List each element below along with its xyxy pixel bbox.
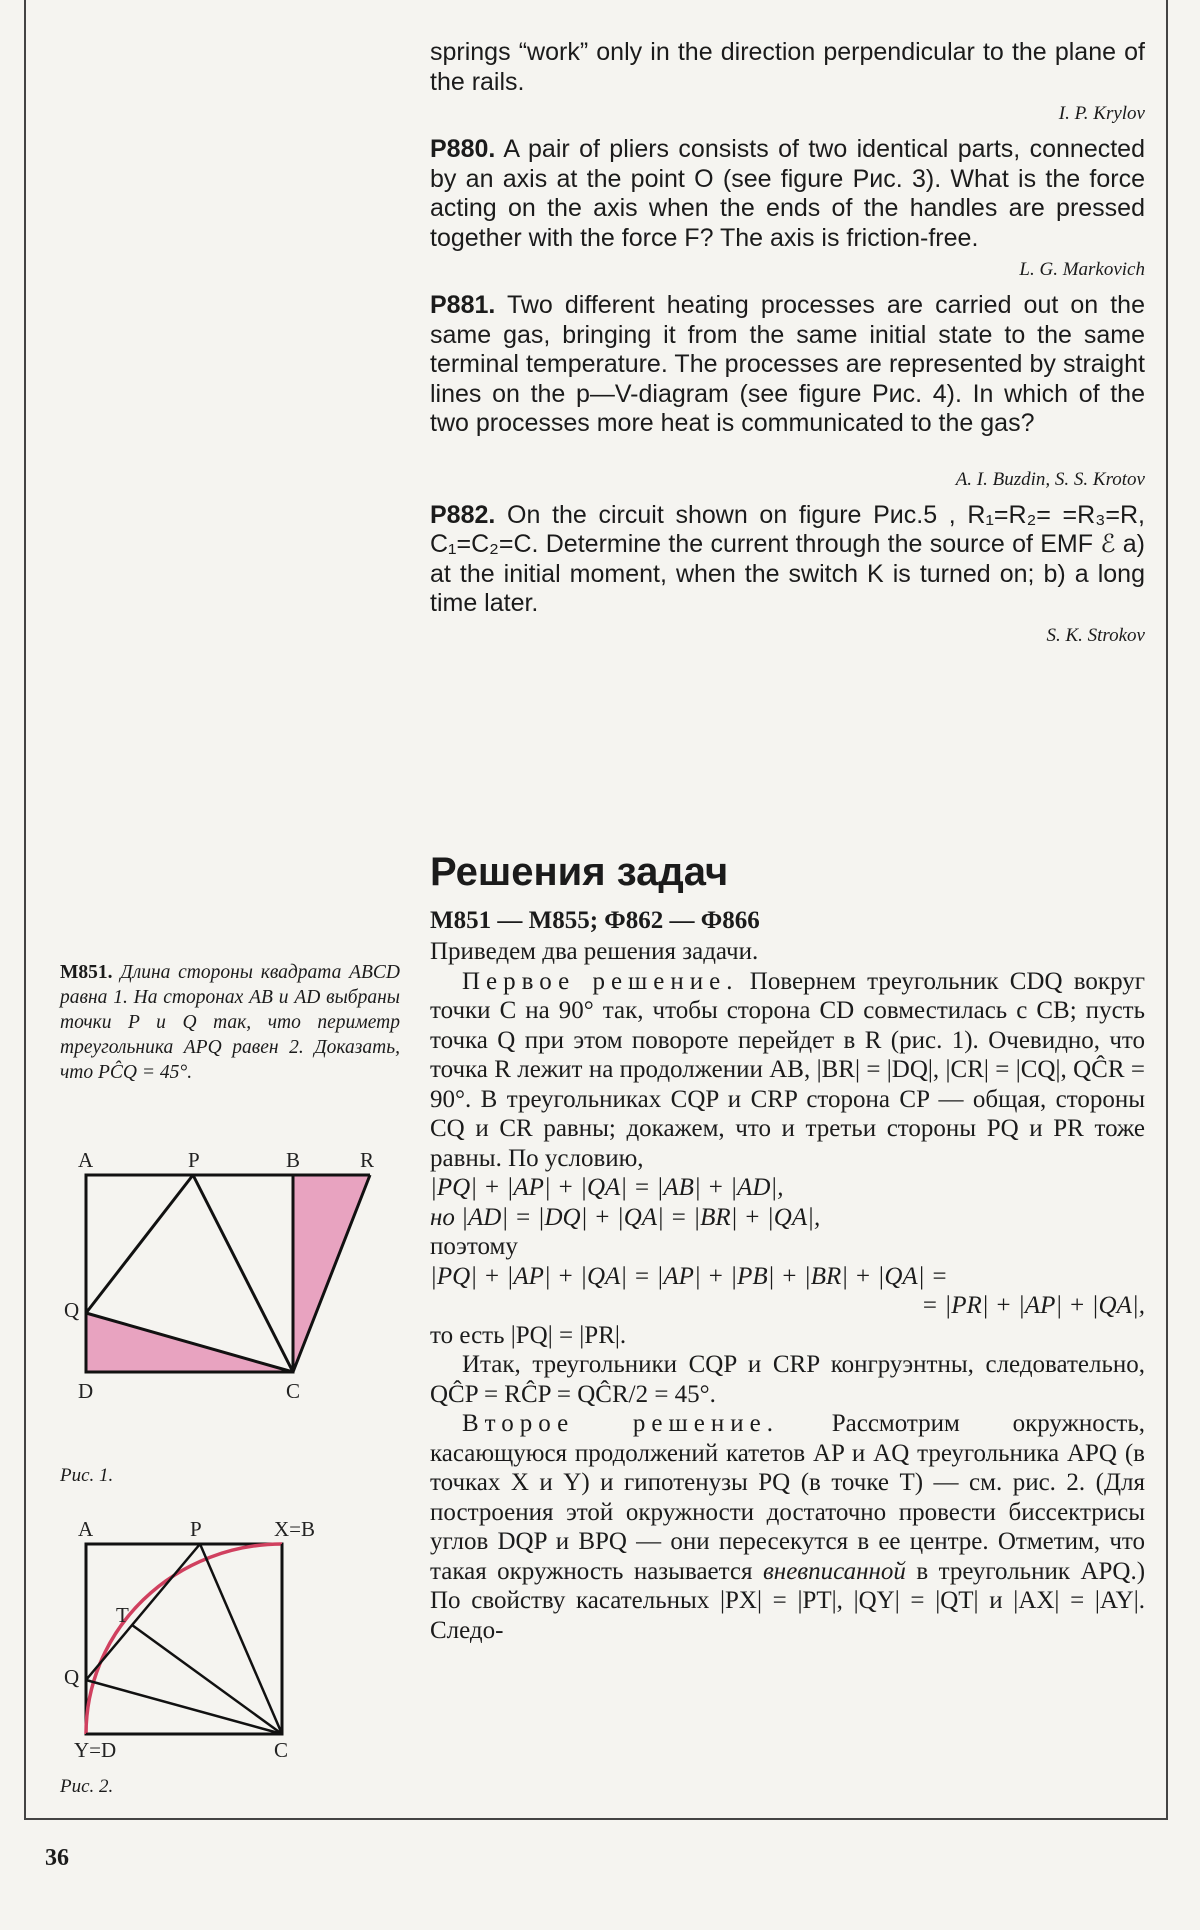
- label-d: D: [78, 1379, 94, 1403]
- label-b: B: [286, 1148, 301, 1172]
- english-section: [430, 38, 1145, 657]
- label-c: C: [274, 1738, 289, 1762]
- figure-1: [60, 1145, 390, 1415]
- author-strokov: S. K. Strokov: [1046, 624, 1145, 646]
- sidebar-problem-text: Длина стороны квадрата ABCD равна 1. На сторонах AB и AD выбраны точки P и Q так, что периметр треугольника APQ равен 2. Доказать, что PĈQ = 45°.: [60, 962, 401, 1083]
- page-number: 36: [45, 1845, 69, 1871]
- problem-p880: [430, 135, 1145, 253]
- formula-1: |PQ| + |AP| + |QA| = |AB| + |AD|,: [430, 1174, 784, 1201]
- solutions-section: [430, 850, 1145, 1645]
- label-y-d: Y=D: [74, 1738, 117, 1762]
- conclusion-text: то есть |PQ| = |PR|.: [430, 1321, 627, 1349]
- label-a: A: [78, 1148, 94, 1172]
- segment-pq: [86, 1175, 193, 1313]
- label-t: T: [116, 1603, 129, 1627]
- figure-2-caption: Рис. 2.: [60, 1776, 114, 1797]
- label-p: P: [190, 1520, 202, 1541]
- solutions-heading: Решения задач: [430, 850, 729, 894]
- label-x-b: X=B: [274, 1520, 316, 1541]
- first-solution-label: Первое решение.: [462, 967, 739, 995]
- label-r: R: [360, 1148, 375, 1172]
- formula-4: = |PR| + |AP| + |QA|,: [921, 1292, 1145, 1319]
- author-markovich: L. G. Markovich: [1019, 259, 1145, 280]
- sidebar-problem: [60, 960, 400, 1085]
- second-solution-text-end: в треугольник APQ.) По свойству касательных |PX| = |PT|, |QY| = |QT| и |AX| = |AY|. Следо-: [430, 1557, 1146, 1644]
- formula-2: но |AD| = |DQ| + |QA| = |BR| + |QA|,: [430, 1203, 821, 1231]
- problem-p881: [430, 291, 1145, 439]
- sidebar-problem-id: М851.: [60, 962, 113, 983]
- label-q: Q: [64, 1665, 80, 1689]
- problem-id: P882.: [430, 500, 496, 529]
- label-c: C: [286, 1379, 301, 1403]
- author-buzdin: A. I. Buzdin, S. S. Krotov: [955, 468, 1145, 490]
- segment-pq: [86, 1544, 200, 1680]
- segment-qc: [86, 1680, 282, 1734]
- first-solution: [430, 967, 1145, 1174]
- square-abcd: [86, 1544, 282, 1734]
- term-excircle: вневписанной: [762, 1557, 906, 1585]
- therefore-text: поэтому: [430, 1233, 518, 1260]
- second-solution-text: Рассмотрим окружность, касающуюся продолжений катетов AP и AQ треугольника APQ (в точках X и Y) и гипотенузы PQ (в точке T) — см. рис. 2. (Для построения этой окружности достаточно провести биссектрисы углов DQP и BPQ — они пересекутся в ее центре. Отметим, что такая окружность называется: [430, 1410, 1146, 1585]
- problem-text: On the circuit shown on figure Рис.5 , R₁=R₂= =R₃=R, C₁=C₂=C. Determine the current through the source of EMF ℰ a) at the initial moment, when the switch K is turned on; b) a long time later.: [430, 500, 1145, 617]
- problem-p882: [430, 501, 1145, 619]
- first-solution-text: Повернем треугольник CDQ вокруг точки C на 90° так, чтобы сторона CD совместилась с CB; пусть точка Q при этом повороте перейдет в R (рис. 1). Очевидно, что точка R лежит на продолжении AB, |BR| = |DQ|, |CR| = |CQ|, QĈR = 90°. В треугольниках CQP и CRP сторона CP — общая, стороны CQ и CR равны; докажем, что и третьи стороны PQ и PR тоже равны. По условию,: [430, 967, 1145, 1172]
- problem-text: Two different heating processes are carried out on the same gas, bringing it from the same initial state to the same terminal temperature. The processes are represented by straight lines on the p—V-diagram (see figure Рис. 4). In which of the two processes more heat is communicated to the gas?: [430, 291, 1145, 437]
- second-solution: [430, 1409, 1145, 1645]
- continuation-text: springs “work” only in the direction perpendicular to the plane of the rails.: [430, 38, 1145, 96]
- problem-text: A pair of pliers consists of two identical parts, connected by an axis at the point O (see figure Рис. 3). What is the force acting on the axis when the ends of the handles are pressed together with the force F? The axis is friction-free.: [430, 135, 1145, 252]
- problem-id: P881.: [430, 291, 496, 319]
- formula-3: |PQ| + |AP| + |QA| = |AP| + |PB| + |BR| + |QA| =: [430, 1262, 948, 1290]
- solutions-subheading: М851 — М855; Ф862 — Ф866: [430, 907, 760, 934]
- figure-2: [60, 1520, 390, 1780]
- label-a: A: [78, 1520, 94, 1541]
- label-q: Q: [64, 1298, 80, 1322]
- congruence-text: Итак, треугольники CQP и CRP конгруэнтны, следовательно, QĈP = RĈP = QĈR/2 = 45°.: [430, 1351, 1145, 1408]
- second-solution-label: Второе решение.: [462, 1410, 779, 1437]
- solution-intro: Приведем два решения задачи.: [430, 938, 759, 965]
- figure-1-caption: Рис. 1.: [60, 1465, 114, 1486]
- author-krylov: I. P. Krylov: [1058, 103, 1145, 124]
- label-p: P: [188, 1148, 200, 1172]
- excircle-arc: [86, 1544, 282, 1734]
- segment-pc: [193, 1175, 293, 1372]
- problem-id: P880.: [430, 135, 496, 163]
